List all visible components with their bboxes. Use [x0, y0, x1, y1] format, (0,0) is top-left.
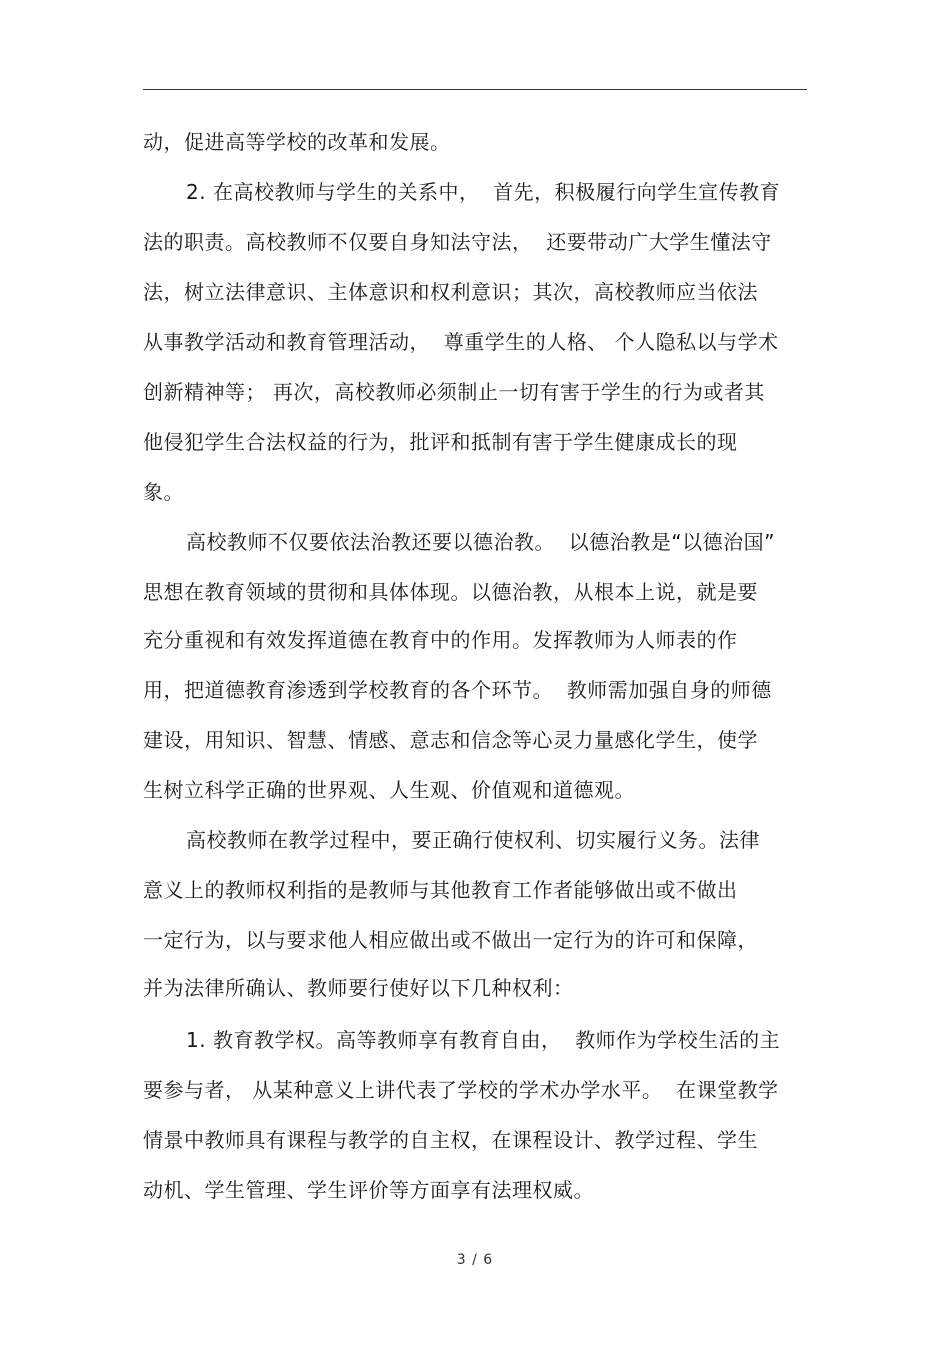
text-line: 从事教学活动和教育管理活动， 尊重学生的人格、 个人隐私以与学术	[143, 330, 779, 354]
page-number: 3 / 6	[456, 1252, 494, 1268]
text-line: 要参与者， 从某种意义上讲代表了学校的学术办学水平。 在课堂教学	[143, 1078, 779, 1102]
text-line: 象。	[143, 480, 184, 504]
text-line: 建设，用知识、智慧、情感、意志和信念等心灵力量感化学生，使学	[143, 728, 758, 752]
text-line: 1. 教育教学权。高等教师享有教育自由， 教师作为学校生活的主	[186, 1028, 781, 1052]
text-line: 动，促进高等学校的改革和发展。	[143, 130, 451, 154]
text-line: 充分重视和有效发挥道德在教育中的作用。发挥教师为人师表的作	[143, 628, 738, 652]
text-line: 高校教师不仅要依法治教还要以德治教。 以德治教是“以德治国”	[186, 530, 775, 554]
text-line: 2. 在高校教师与学生的关系中， 首先，积极履行向学生宣传教育	[186, 180, 781, 204]
text-line: 高校教师在教学过程中，要正确行使权利、切实履行义务。法律	[186, 828, 760, 852]
text-line: 法的职责。高校教师不仅要自身知法守法， 还要带动广大学生懂法守	[143, 230, 772, 254]
text-line: 用，把道德教育渗透到学校教育的各个环节。 教师需加强自身的师德	[143, 678, 772, 702]
text-line: 他侵犯学生合法权益的行为，批评和抵制有害于学生健康成长的现	[143, 430, 738, 454]
text-line: 生树立科学正确的世界观、人生观、价值观和道德观。	[143, 778, 635, 802]
text-line: 情景中教师具有课程与教学的自主权，在课程设计、教学过程、学生	[143, 1128, 758, 1152]
text-line: 法，树立法律意识、主体意识和权利意识；其次，高校教师应当依法	[143, 280, 758, 304]
text-line: 意义上的教师权利指的是教师与其他教育工作者能够做出或不做出	[143, 878, 738, 902]
text-line: 动机、学生管理、学生评价等方面享有法理权威。	[143, 1178, 594, 1202]
text-line: 创新精神等； 再次，高校教师必须制止一切有害于学生的行为或者其	[143, 380, 765, 404]
text-line: 一定行为，以与要求他人相应做出或不做出一定行为的许可和保障，	[143, 928, 758, 952]
text-line: 并为法律所确认、教师要行使好以下几种权利：	[143, 976, 574, 1000]
text-line: 思想在教育领域的贯彻和具体体现。以德治教，从根本上说，就是要	[143, 580, 758, 604]
